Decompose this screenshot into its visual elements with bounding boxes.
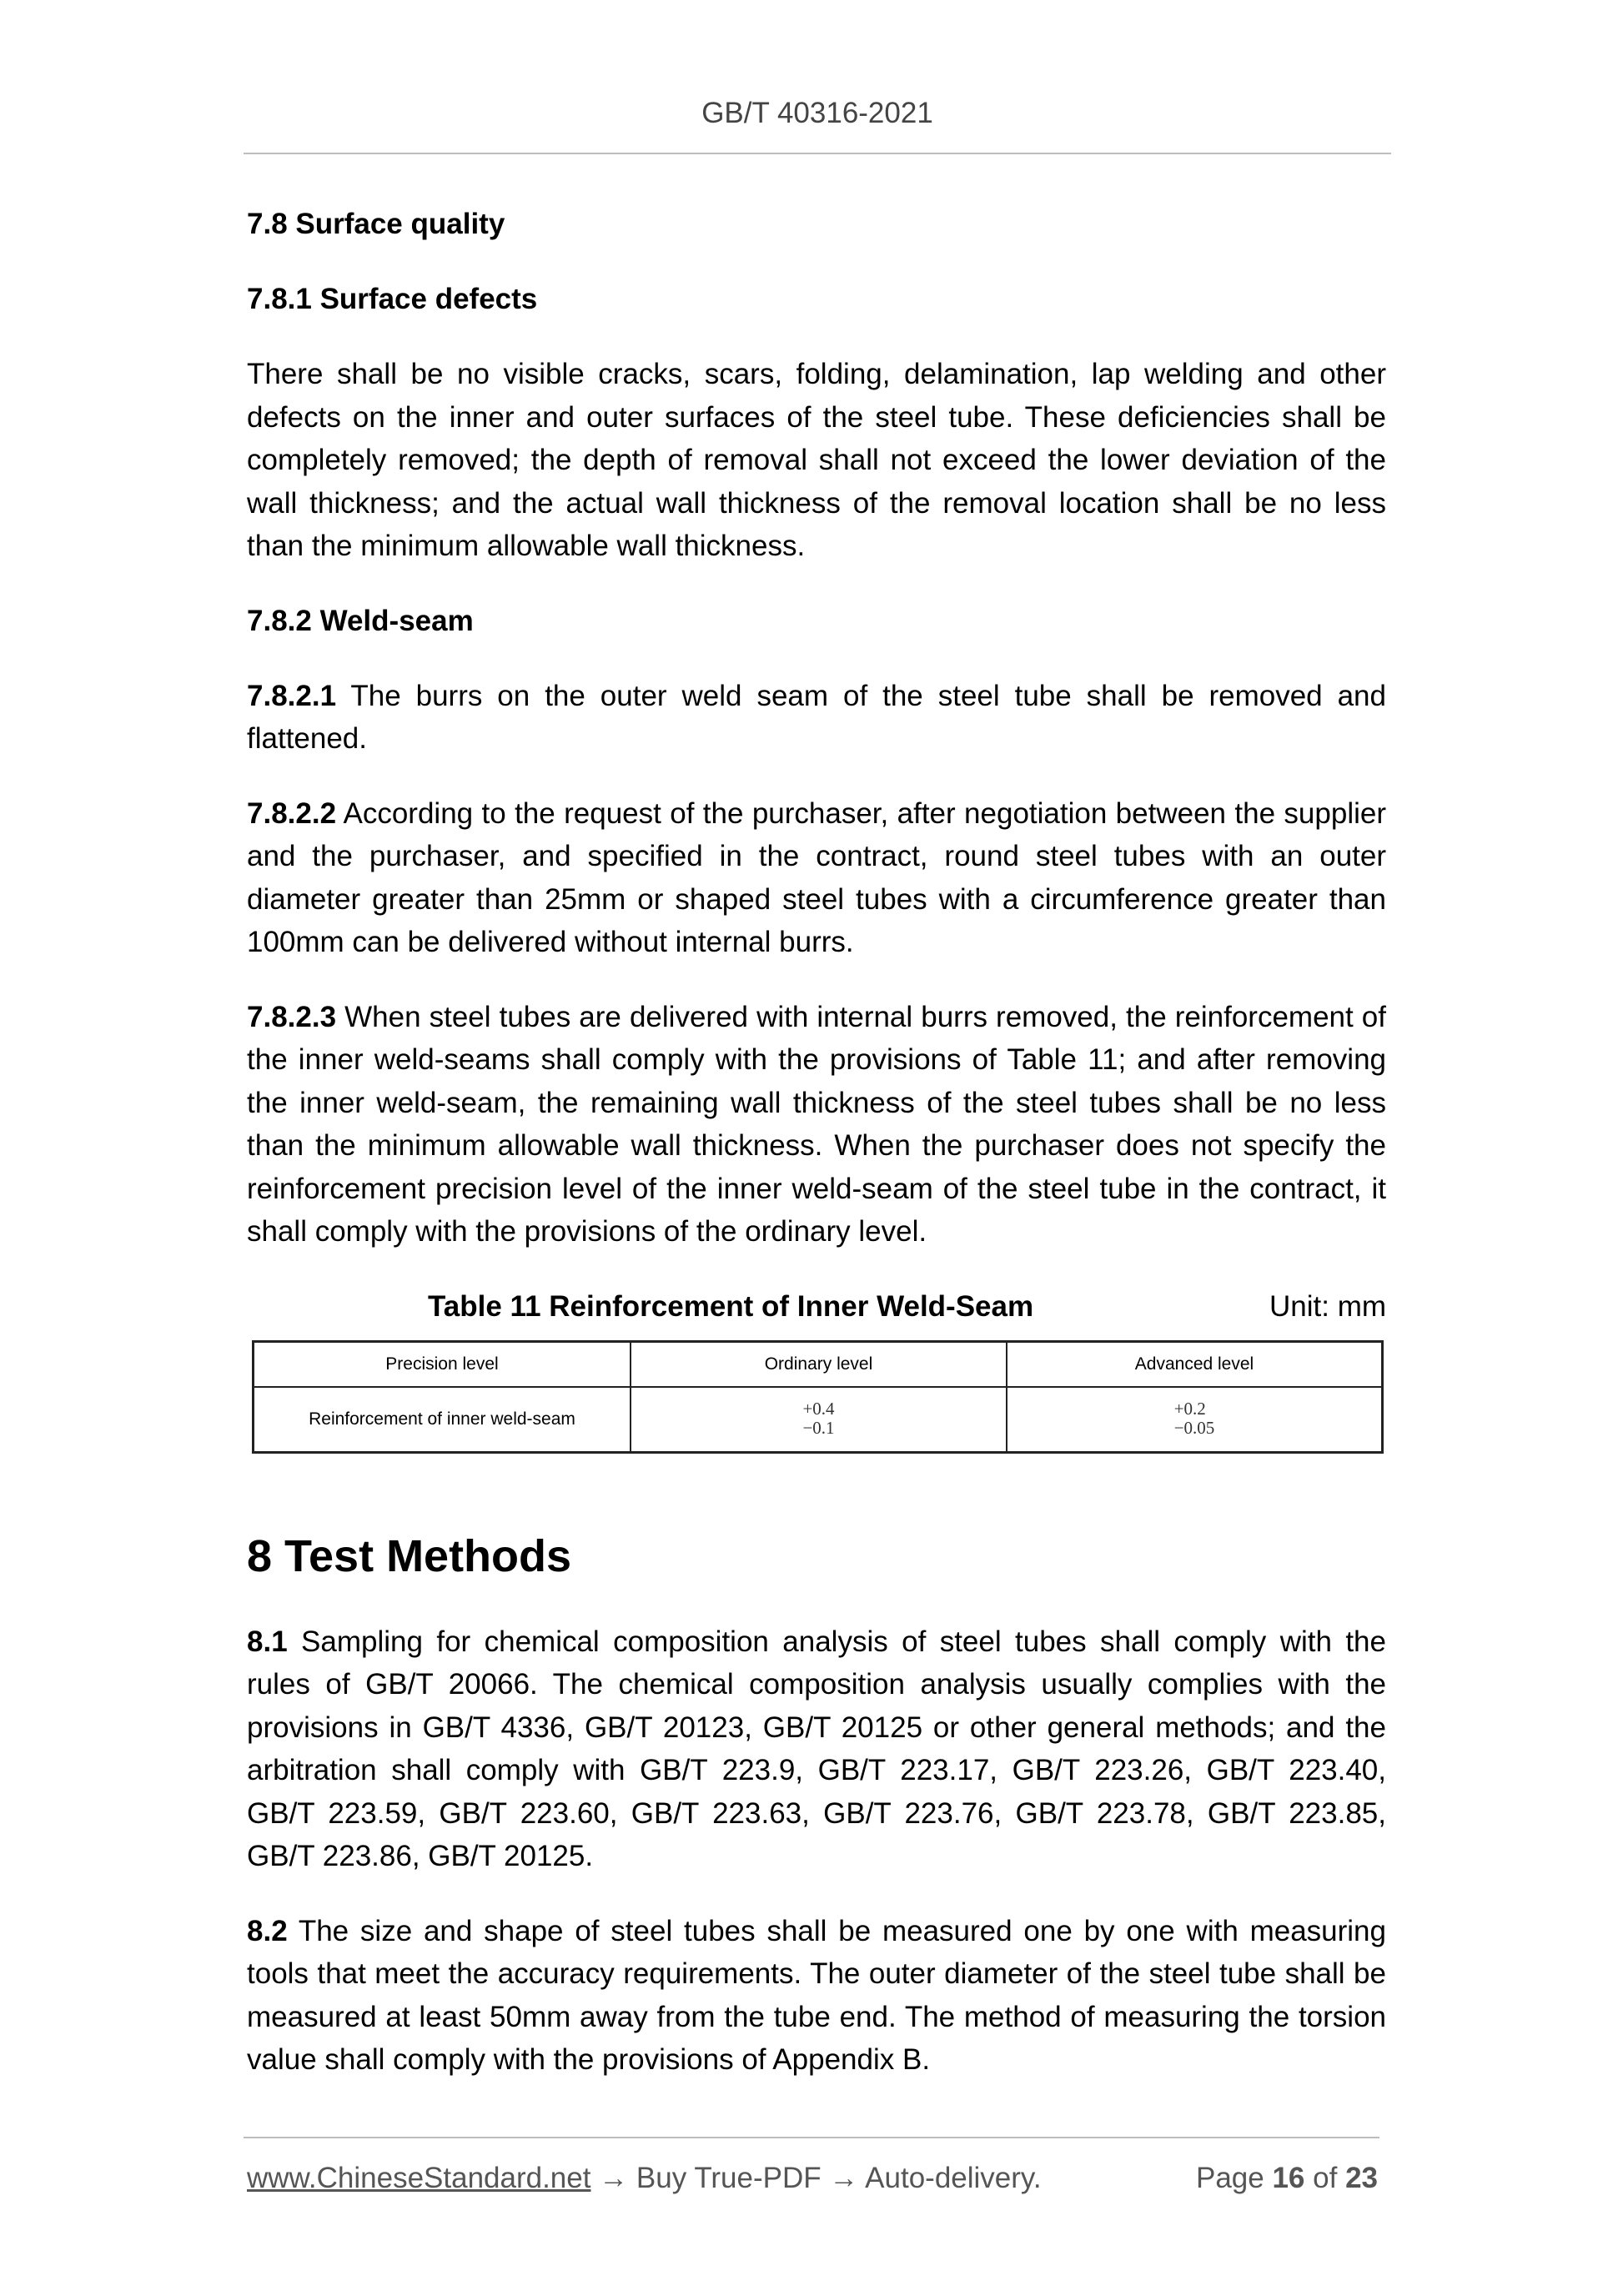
page-header: GB/T 40316-2021 (701, 97, 933, 129)
header-advanced-level: Advanced level (1007, 1341, 1383, 1387)
table-header-row (254, 1341, 1383, 1387)
tolerance (1174, 1399, 1215, 1438)
section-7-8-1-text: There shall be no visible cracks, scars, folding, delamination, lap welding and other defects on the inner and outer surfaces of the steel tube. These deficiencies shall be completely removed; the depth of removal shall not exceed the lower deviation of the wall thickness; and the actual wall thickness of the removal location shall be no less than the minimum allowable wall thickness. (247, 358, 1386, 562)
page-indicator (1196, 2158, 1378, 2198)
clause-7-8-2-2 (247, 792, 1386, 964)
clause-number: 7.8.2.2 (247, 796, 337, 830)
upper-deviation: +0.2 (1173, 1399, 1206, 1419)
clause-8-2 (247, 1910, 1386, 2082)
row-label: Reinforcement of inner weld-seam (254, 1387, 631, 1453)
table-11-caption (247, 1285, 1386, 1329)
clause-text: According to the request of the purchaser, after negotiation between the supplier and the purchaser, and specified in the contract, round steel tubes with an outer diameter greater than 25mm or shaped steel tubes with a circumference greater than 100mm can be delivered without internal burrs. (247, 796, 1386, 958)
tolerance (802, 1399, 834, 1438)
clause-text: The size and shape of steel tubes shall be measured one by one with measuring tools that meet the accuracy requirements. The outer diameter of the steel tube shall be measured at least 50mm away from the tube end. The method of measuring the torsion value shall comply with the provisions of Appendix B. (247, 1914, 1386, 2076)
clause-7-8-2-3 (247, 996, 1386, 1254)
clause-number: 7.8.2.3 (247, 1000, 337, 1033)
section-7-8-title: 7.8 Surface quality (247, 208, 505, 240)
clause-8-1 (247, 1620, 1386, 1878)
website-link[interactable]: www.ChineseStandard.net (247, 2162, 591, 2194)
page-content (247, 203, 1386, 2113)
page-word: Page (1195, 2162, 1264, 2194)
clause-7-8-2-1 (247, 675, 1386, 761)
ordinary-tolerance-cell (631, 1387, 1007, 1453)
clause-text: The burrs on the outer weld seam of the steel tube shall be removed and flattened. (247, 679, 1386, 755)
upper-deviation: +0.4 (802, 1399, 835, 1419)
page-number: 16 (1272, 2162, 1305, 2194)
clause-number: 7.8.2.1 (247, 679, 337, 712)
section-7-8-2-title: 7.8.2 Weld-seam (247, 604, 474, 637)
lower-deviation: −0.05 (1173, 1418, 1215, 1438)
footer-divider (244, 2137, 1379, 2138)
clause-text: When steel tubes are delivered with internal burrs removed, the reinforcement of the inner weld-seams shall comply with the provisions of Table 11; and after removing the inner weld-seam, the remaining wall thickness of the steel tubes shall be no less than the minimum allowable wall thickness. When the purchaser does not specify the reinforcement precision level of the inner weld-seam of the steel tube in the contract, it shall comply with the provisions of the ordinary level. (247, 1000, 1386, 1248)
header-ordinary-level: Ordinary level (631, 1341, 1007, 1387)
table-row (254, 1387, 1383, 1453)
clause-number: 8.2 (247, 1914, 288, 1947)
of-word: of (1313, 2162, 1338, 2194)
table-11 (252, 1340, 1384, 1454)
section-7-8-1-title: 7.8.1 Surface defects (247, 283, 538, 315)
footer-tagline: → Buy True-PDF → Auto-delivery. (590, 2162, 1042, 2194)
table-unit: Unit: mm (1269, 1289, 1386, 1323)
clause-text: Sampling for chemical composition analysis of steel tubes shall comply with the rules of GB/T 20066. The chemical composition analysis usually complies with the provisions in GB/T 4336, GB/T 20123, GB/T 20125 or other general methods; and the arbitration shall comply with GB/T 223.9, GB/T 223.17, GB/T 223.26, GB/T 223.40, GB/T 223.59, GB/T 223.60, GB/T 223.63, GB/T 223.76, GB/T 223.78, GB/T 223.85, GB/T 223.86, GB/T 20125. (247, 1625, 1386, 1872)
clause-number: 8.1 (247, 1625, 288, 1658)
header-precision-level: Precision level (254, 1341, 631, 1387)
header-divider (244, 153, 1391, 154)
chapter-8-title: 8 Test Methods (247, 1530, 572, 1581)
table-title: Table 11 Reinforcement of Inner Weld-Seam (428, 1289, 1034, 1323)
advanced-tolerance-cell (1007, 1387, 1383, 1453)
page-footer (247, 2158, 1378, 2198)
lower-deviation: −0.1 (802, 1418, 835, 1438)
total-pages: 23 (1345, 2162, 1378, 2194)
